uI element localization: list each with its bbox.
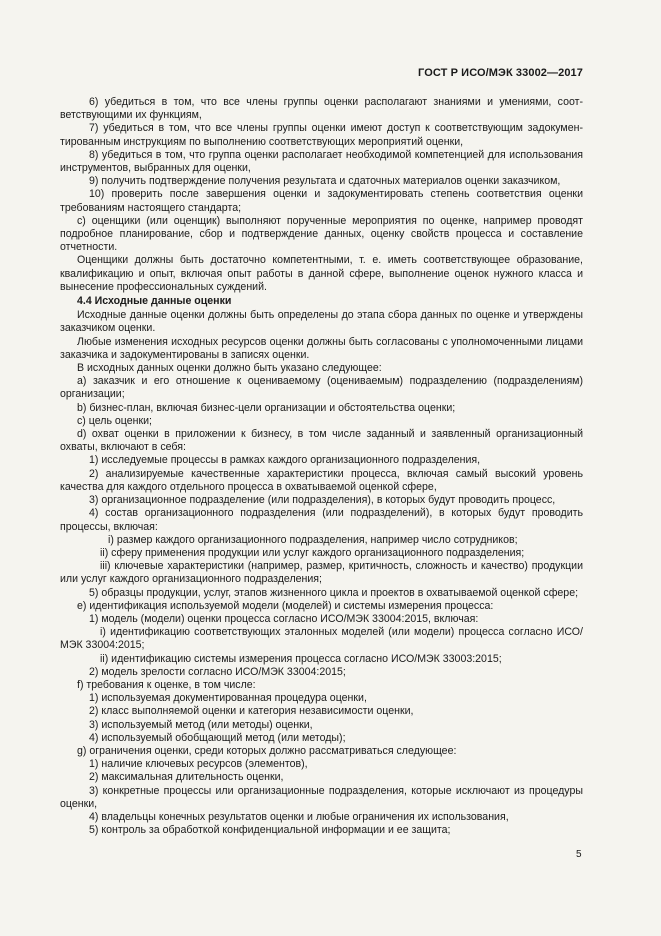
section-heading: 4.4 Исходные данные оценки <box>77 295 232 308</box>
paragraph: 5) образцы продукции, услуг, этапов жизненного цикла и проектов в охватываемой оценкой сфере; <box>89 586 579 599</box>
paragraph: i) идентификацию соответствующих эталонных моделей (или модели) процесса согласно ИСО/МЭК 33004:2015; <box>60 626 583 652</box>
paragraph: 1) используемая документированная процедура оценки, <box>89 692 367 705</box>
paragraph: 6) убедиться в том, что все члены группы оценки располагают знаниями и умениями, соответствующими их функциям, <box>60 96 583 122</box>
paragraph: 1) модель (модели) оценки процесса согласно ИСО/МЭК 33004:2015, включая: <box>89 612 479 625</box>
paragraph: b) бизнес-план, включая бизнес-цели организации и обстоятельства оценки; <box>77 401 456 414</box>
page-number: 5 <box>576 849 582 860</box>
document-header: ГОСТ Р ИСО/МЭК 33002—2017 <box>418 67 583 79</box>
paragraph: 10) проверить после завершения оценки и задокументировать степень соответствия оценки требованиям настоящего стандарта; <box>60 188 583 214</box>
paragraph: iii) ключевые характеристики (например, размер, критичность, сложность и качество) продукции или услуг каждого организационного подразделения; <box>60 560 583 586</box>
paragraph: 1) исследуемые процессы в рамках каждого организационного подразделения, <box>89 454 481 467</box>
paragraph: c) оценщики (или оценщик) выполняют порученные мероприятия по оценке, например проводят подробное планирование, сбор и подтверждение данных, оценку свойств процесса и составление отчетности. <box>60 214 583 254</box>
paragraph: 3) организационное подразделение (или подразделения), в которых будут проводить процесс, <box>89 494 556 507</box>
paragraph: Любые изменения исходных ресурсов оценки должны быть согласованы с уполномоченными лицами заказчика и задокументированы в записях оценки. <box>60 335 583 361</box>
paragraph: f) требования к оценке, в том числе: <box>77 678 256 691</box>
paragraph: 3) конкретные процессы или организационные подразделения, которые исключают из процедуры оценки, <box>60 784 583 810</box>
paragraph: 9) получить подтверждение получения результата и сдаточных материалов оценки заказчиком, <box>89 175 561 188</box>
paragraph: Оценщики должны быть достаточно компетентными, т. е. иметь соответствующее образование, квалификацию и опыт, включая опыт работы в данной сфере, выполнение оценок нужного класса и вынесение профессиональных суждений. <box>60 254 583 293</box>
paragraph: 1) наличие ключевых ресурсов (элементов), <box>89 758 308 771</box>
paragraph: 5) контроль за обработкой конфиденциальной информации и ее защита; <box>89 824 451 837</box>
paragraph: d) охват оценки в приложении к бизнесу, в том числе заданный и заявленный организационный охваты, включают в себя: <box>60 428 583 454</box>
paragraph: ii) сферу применения продукции или услуг каждого организационного подразделения; <box>100 546 525 559</box>
paragraph: 2) класс выполняемой оценки и категория независимости оценки, <box>89 705 414 718</box>
paragraph: a) заказчик и его отношение к оцениваемому (оцениваемым) подразделению (подразделениям) организации; <box>60 375 583 401</box>
paragraph: ii) идентификацию системы измерения процесса согласно ИСО/МЭК 33003:2015; <box>100 652 502 665</box>
paragraph: 4) используемый обобщающий метод (или методы); <box>89 731 346 744</box>
paragraph: 7) убедиться в том, что все члены группы оценки имеют доступ к соответствующим задокументированным инструкциям по выполнению соответствующих мероприятий оценки, <box>60 122 583 148</box>
paragraph: g) ограничения оценки, среди которых должно рассматриваться следующее: <box>77 744 457 757</box>
paragraph: 3) используемый метод (или методы) оценки, <box>89 718 313 731</box>
paragraph: 8) убедиться в том, что группа оценки располагает необходимой компетенцией для использования инструментов, выбранных для оценки, <box>60 148 583 175</box>
paragraph: i) размер каждого организационного подразделения, например число сотрудников; <box>108 533 518 546</box>
document-body <box>60 96 583 837</box>
paragraph: c) цель оценки; <box>77 414 152 427</box>
paragraph: В исходных данных оценки должно быть указано следующее: <box>77 362 382 375</box>
paragraph: e) идентификация используемой модели (моделей) и системы измерения процесса: <box>77 599 494 612</box>
paragraph: 4) владельцы конечных результатов оценки и любые ограничения их использования, <box>89 810 509 823</box>
paragraph: 4) состав организационного подразделения (или подразделений), в которых будут проводить процессы, включая: <box>60 507 583 533</box>
paragraph: 2) модель зрелости согласно ИСО/МЭК 33004:2015; <box>89 665 346 678</box>
paragraph: 2) максимальная длительность оценки, <box>89 771 284 784</box>
paragraph: 2) анализируемые качественные характеристики процесса, включая самый высокий уровень качества для каждого отдельного процесса в охватываемой оценкой сфере, <box>60 467 583 493</box>
paragraph: Исходные данные оценки должны быть определены до этапа сбора данных по оценке и утверждены заказчиком оценки. <box>60 309 583 335</box>
